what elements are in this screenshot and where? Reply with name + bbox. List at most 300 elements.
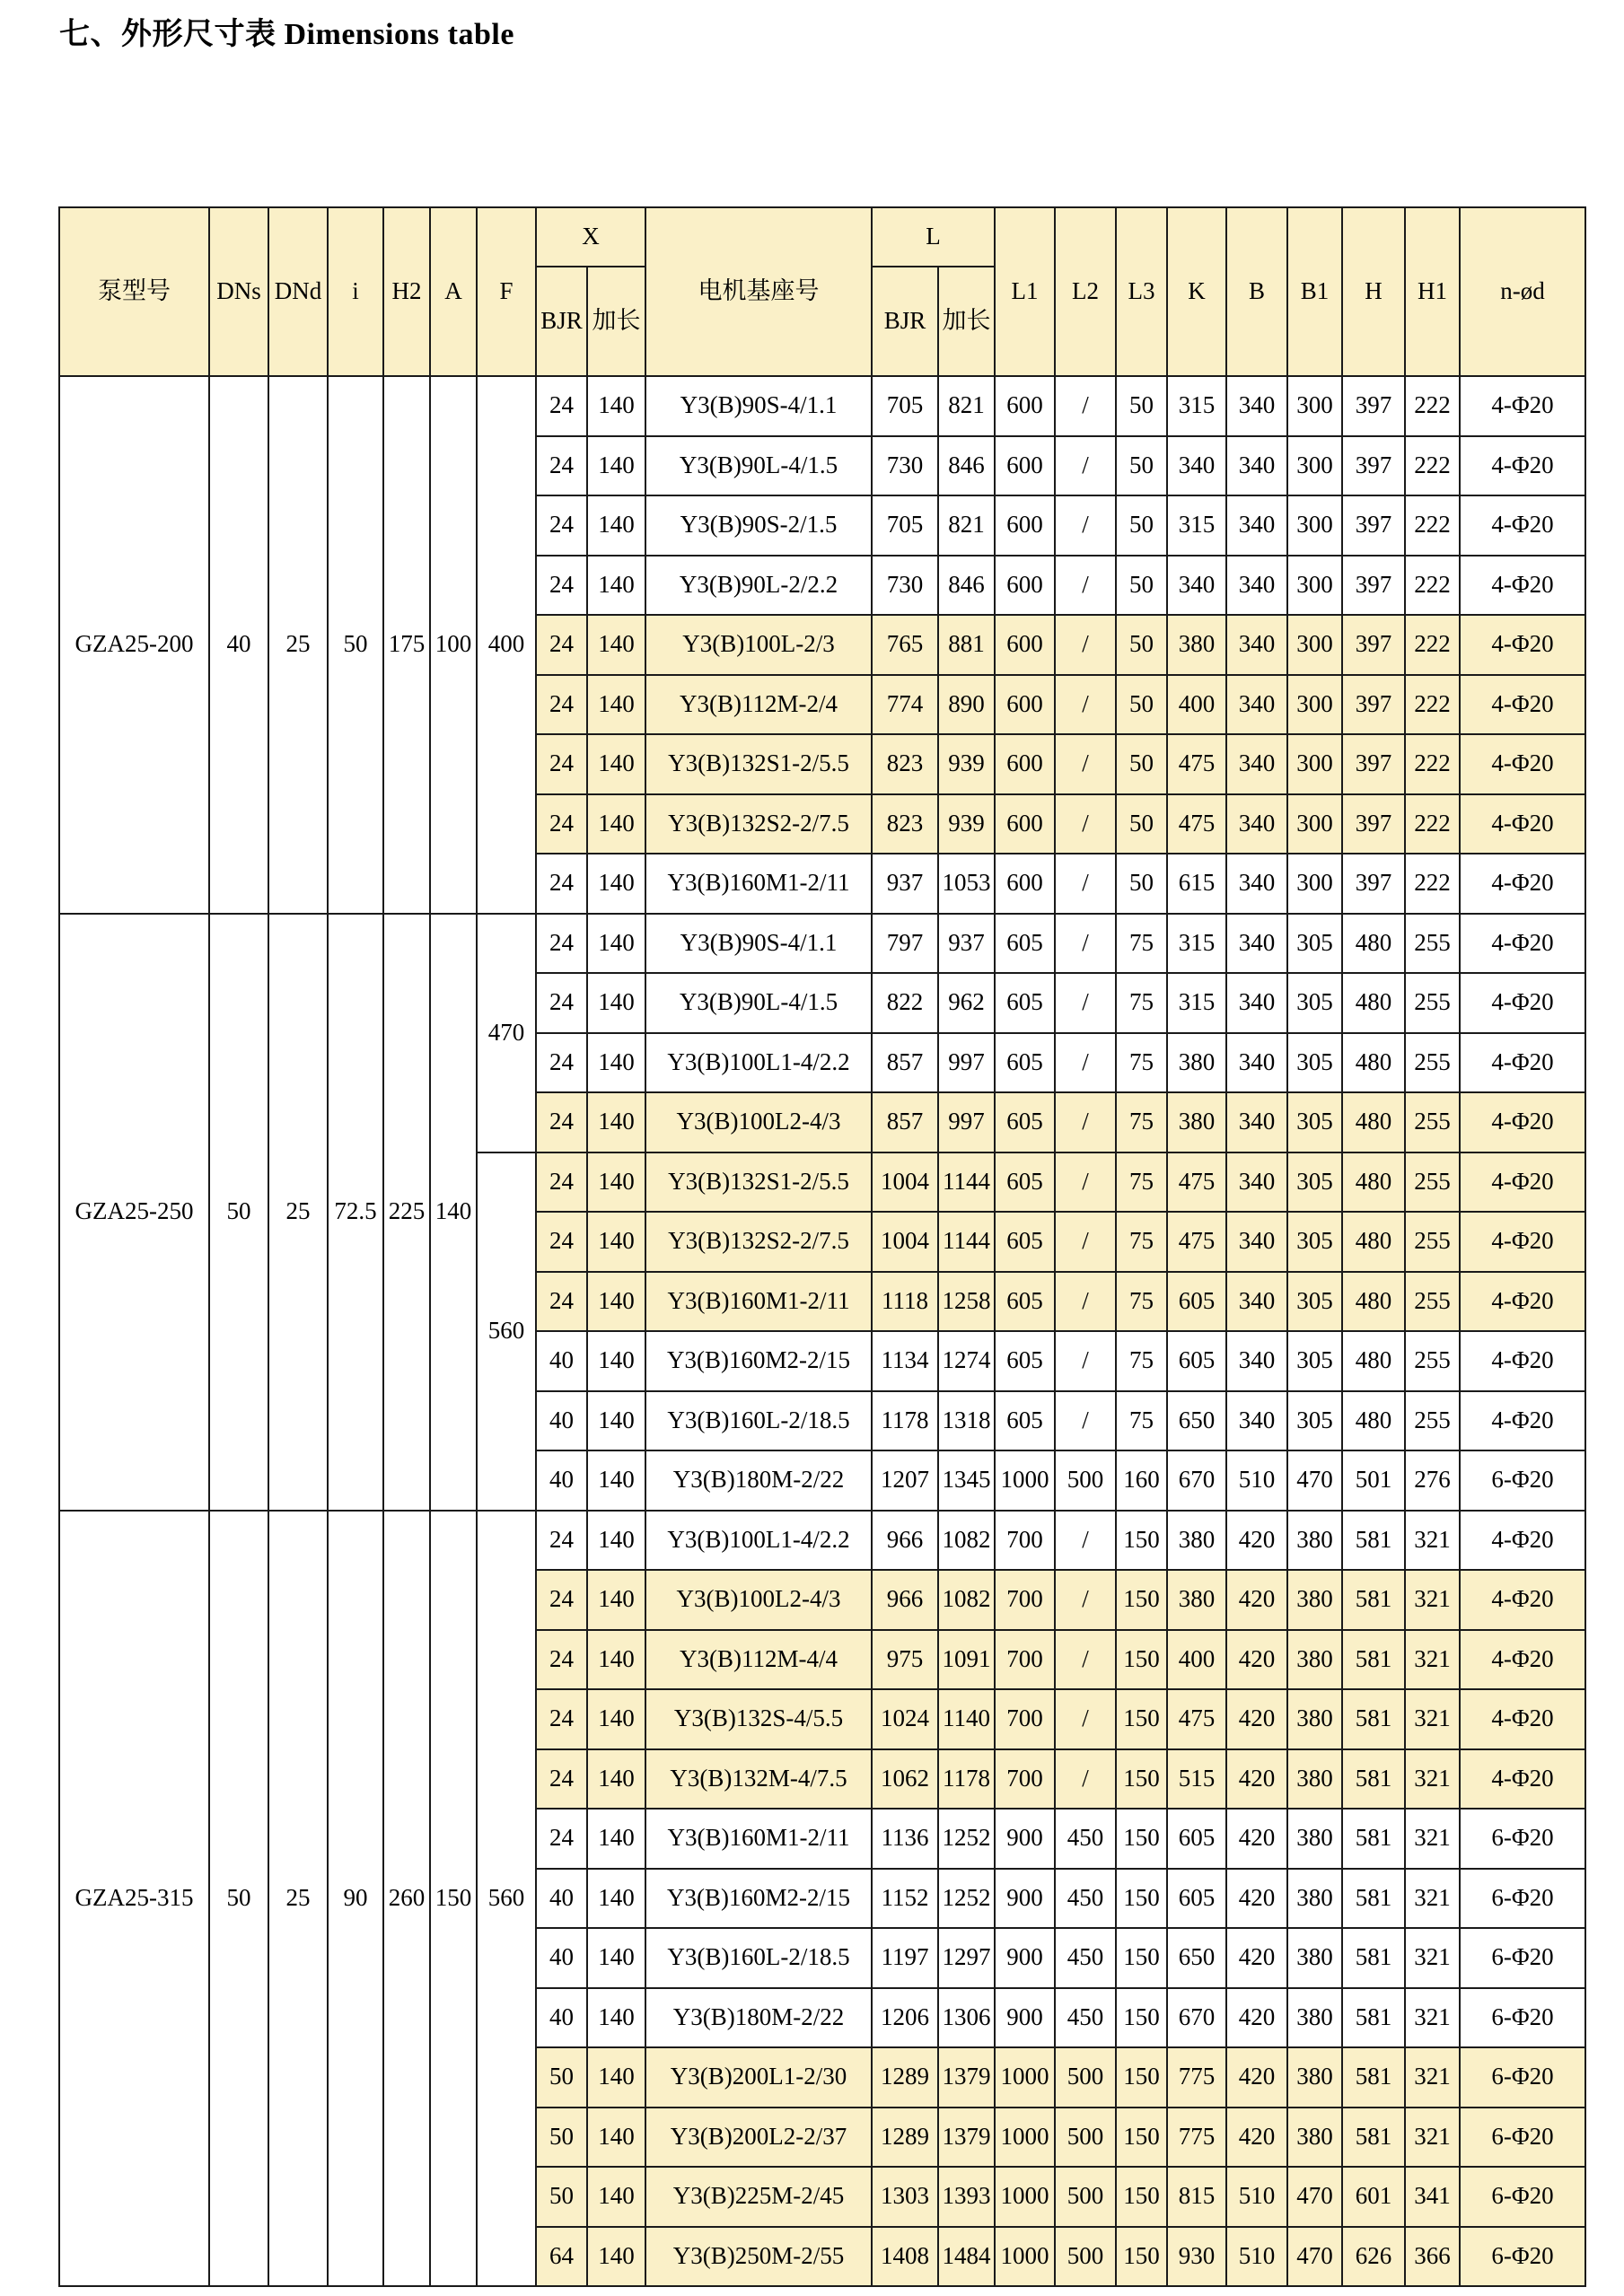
cell-h: 397 [1342,436,1405,496]
cell-l2: / [1055,1630,1116,1690]
cell-x-bjr: 40 [536,1450,587,1511]
cell-h: 480 [1342,914,1405,974]
cell-l1: 605 [995,1212,1055,1272]
cell-motor: Y3(B)132S1-2/5.5 [645,1152,872,1213]
cell-b1: 470 [1287,1450,1342,1511]
cell-motor: Y3(B)225M-2/45 [645,2167,872,2227]
cell-l-bjr: 705 [872,376,938,436]
cell-l1: 900 [995,1988,1055,2048]
cell-motor: Y3(B)90S-4/1.1 [645,914,872,974]
cell-l-ext: 1144 [938,1212,995,1272]
cell-l3: 75 [1116,914,1167,974]
cell-motor: Y3(B)180M-2/22 [645,1988,872,2048]
cell-b: 340 [1226,854,1287,914]
cell-b1: 305 [1287,1391,1342,1451]
cell-h1: 321 [1405,1689,1460,1749]
col-header-x-bjr: BJR [536,267,587,376]
cell-l-bjr: 1207 [872,1450,938,1511]
cell-nod: 6-Φ20 [1460,1988,1585,2048]
cell-l-ext: 1144 [938,1152,995,1213]
cell-l-bjr: 823 [872,794,938,854]
cell-dns: 50 [209,914,268,1511]
cell-l2: 500 [1055,2108,1116,2168]
cell-l3: 50 [1116,854,1167,914]
cell-k: 815 [1167,2167,1226,2227]
col-header-i: i [328,207,383,376]
col-header-nod: n-ød [1460,207,1585,376]
cell-b: 340 [1226,556,1287,616]
cell-l1: 605 [995,1272,1055,1332]
cell-nod: 4-Φ20 [1460,1689,1585,1749]
cell-nod: 4-Φ20 [1460,1331,1585,1391]
table-header [59,207,1585,376]
cell-l-bjr: 966 [872,1570,938,1630]
cell-h2: 225 [383,914,430,1511]
cell-x-ext: 140 [587,734,645,794]
cell-l2: / [1055,914,1116,974]
cell-l1: 600 [995,495,1055,556]
cell-h: 397 [1342,556,1405,616]
cell-l-bjr: 1152 [872,1869,938,1929]
dimensions-table-body [59,376,1585,2286]
cell-l-bjr: 975 [872,1630,938,1690]
cell-motor: Y3(B)200L1-2/30 [645,2047,872,2108]
cell-x-ext: 140 [587,914,645,974]
cell-l2: / [1055,794,1116,854]
cell-b: 420 [1226,1869,1287,1929]
cell-motor: Y3(B)90S-4/1.1 [645,376,872,436]
cell-x-ext: 140 [587,376,645,436]
cell-h1: 255 [1405,1272,1460,1332]
cell-x-ext: 140 [587,2227,645,2287]
cell-l-ext: 1178 [938,1749,995,1810]
cell-x-bjr: 24 [536,1212,587,1272]
cell-l2: 500 [1055,1450,1116,1511]
cell-nod: 4-Φ20 [1460,1570,1585,1630]
cell-a: 100 [430,376,477,914]
cell-l-ext: 1318 [938,1391,995,1451]
cell-l2: / [1055,1272,1116,1332]
cell-h: 397 [1342,854,1405,914]
cell-k: 650 [1167,1928,1226,1988]
cell-b1: 380 [1287,1630,1342,1690]
cell-k: 380 [1167,615,1226,675]
cell-l-ext: 1082 [938,1570,995,1630]
cell-x-bjr: 24 [536,1033,587,1093]
cell-f: 560 [477,1511,536,2287]
table-row [59,376,1585,436]
cell-l2: / [1055,376,1116,436]
cell-motor: Y3(B)100L2-4/3 [645,1092,872,1152]
cell-h1: 222 [1405,615,1460,675]
cell-l1: 600 [995,556,1055,616]
cell-x-ext: 140 [587,1092,645,1152]
cell-l-ext: 1306 [938,1988,995,2048]
cell-l1: 700 [995,1689,1055,1749]
cell-l2: / [1055,973,1116,1033]
cell-h: 581 [1342,1928,1405,1988]
cell-l-bjr: 1134 [872,1331,938,1391]
col-header-dnd: DNd [268,207,328,376]
cell-h: 581 [1342,1869,1405,1929]
cell-h: 480 [1342,1272,1405,1332]
col-header-motor-base: 电机基座号 [645,207,872,376]
cell-motor: Y3(B)160M1-2/11 [645,1272,872,1332]
cell-k: 380 [1167,1511,1226,1571]
cell-dnd: 25 [268,914,328,1511]
cell-b1: 305 [1287,1212,1342,1272]
cell-x-bjr: 24 [536,615,587,675]
cell-l-ext: 846 [938,436,995,496]
cell-l-ext: 881 [938,615,995,675]
cell-b1: 305 [1287,1152,1342,1213]
col-header-b1: B1 [1287,207,1342,376]
cell-nod: 4-Φ20 [1460,615,1585,675]
cell-l-bjr: 1118 [872,1272,938,1332]
cell-x-bjr: 24 [536,556,587,616]
cell-l1: 605 [995,1331,1055,1391]
cell-b: 340 [1226,734,1287,794]
cell-x-ext: 140 [587,675,645,735]
cell-dns: 50 [209,1511,268,2287]
cell-x-ext: 140 [587,1570,645,1630]
cell-l3: 50 [1116,436,1167,496]
cell-l3: 150 [1116,1689,1167,1749]
cell-h: 480 [1342,1391,1405,1451]
cell-b1: 305 [1287,1092,1342,1152]
cell-l3: 75 [1116,1033,1167,1093]
col-header-l1: L1 [995,207,1055,376]
cell-motor: Y3(B)100L2-4/3 [645,1570,872,1630]
cell-l2: 500 [1055,2167,1116,2227]
cell-nod: 4-Φ20 [1460,734,1585,794]
cell-h: 581 [1342,1511,1405,1571]
cell-nod: 4-Φ20 [1460,1033,1585,1093]
cell-b: 340 [1226,495,1287,556]
cell-l1: 605 [995,1092,1055,1152]
cell-nod: 4-Φ20 [1460,1092,1585,1152]
cell-nod: 4-Φ20 [1460,1212,1585,1272]
cell-motor: Y3(B)100L-2/3 [645,615,872,675]
cell-nod: 4-Φ20 [1460,1272,1585,1332]
cell-b: 510 [1226,2167,1287,2227]
cell-x-ext: 140 [587,1869,645,1929]
cell-x-ext: 140 [587,2108,645,2168]
cell-nod: 6-Φ20 [1460,2108,1585,2168]
cell-nod: 6-Φ20 [1460,1869,1585,1929]
col-header-b: B [1226,207,1287,376]
cell-b: 420 [1226,1928,1287,1988]
cell-motor: Y3(B)180M-2/22 [645,1450,872,1511]
cell-k: 670 [1167,1988,1226,2048]
cell-x-bjr: 24 [536,1152,587,1213]
cell-nod: 4-Φ20 [1460,1391,1585,1451]
cell-h1: 321 [1405,1749,1460,1810]
cell-dns: 40 [209,376,268,914]
cell-x-ext: 140 [587,615,645,675]
cell-h: 501 [1342,1450,1405,1511]
col-header-x-extended: 加长 [587,267,645,376]
cell-k: 475 [1167,1152,1226,1213]
cell-nod: 6-Φ20 [1460,1450,1585,1511]
cell-x-bjr: 24 [536,495,587,556]
cell-l1: 600 [995,734,1055,794]
cell-x-ext: 140 [587,1272,645,1332]
cell-h1: 222 [1405,675,1460,735]
cell-l3: 75 [1116,1152,1167,1213]
cell-h1: 222 [1405,854,1460,914]
cell-l1: 900 [995,1809,1055,1869]
cell-l1: 605 [995,1152,1055,1213]
cell-nod: 6-Φ20 [1460,2227,1585,2287]
cell-motor: Y3(B)100L1-4/2.2 [645,1511,872,1571]
cell-b: 340 [1226,1212,1287,1272]
col-header-l-extended: 加长 [938,267,995,376]
cell-l1: 605 [995,1033,1055,1093]
cell-l3: 50 [1116,675,1167,735]
cell-h1: 255 [1405,1391,1460,1451]
cell-b1: 300 [1287,734,1342,794]
cell-l-ext: 890 [938,675,995,735]
cell-h: 581 [1342,1988,1405,2048]
cell-l-ext: 821 [938,376,995,436]
cell-l1: 605 [995,1391,1055,1451]
cell-h1: 321 [1405,1809,1460,1869]
col-header-l2: L2 [1055,207,1116,376]
cell-k: 605 [1167,1331,1226,1391]
cell-k: 605 [1167,1272,1226,1332]
cell-l-ext: 1091 [938,1630,995,1690]
cell-b: 510 [1226,1450,1287,1511]
cell-f: 470 [477,914,536,1152]
cell-h1: 341 [1405,2167,1460,2227]
cell-h: 581 [1342,1570,1405,1630]
cell-l2: / [1055,1511,1116,1571]
page-title: 七、外形尺寸表 Dimensions table [59,18,514,51]
cell-x-ext: 140 [587,1152,645,1213]
cell-nod: 4-Φ20 [1460,1630,1585,1690]
cell-h: 480 [1342,1092,1405,1152]
cell-l-ext: 962 [938,973,995,1033]
col-header-l3: L3 [1116,207,1167,376]
cell-h: 581 [1342,2047,1405,2108]
cell-nod: 4-Φ20 [1460,914,1585,974]
cell-h: 581 [1342,1809,1405,1869]
cell-l2: 450 [1055,1869,1116,1929]
cell-motor: Y3(B)160M1-2/11 [645,1809,872,1869]
cell-h: 397 [1342,794,1405,854]
cell-x-bjr: 24 [536,1630,587,1690]
cell-l-bjr: 1178 [872,1391,938,1451]
cell-k: 400 [1167,1630,1226,1690]
cell-l2: / [1055,1689,1116,1749]
cell-l-ext: 1082 [938,1511,995,1571]
cell-motor: Y3(B)160M2-2/15 [645,1869,872,1929]
cell-x-ext: 140 [587,1749,645,1810]
cell-b: 340 [1226,1391,1287,1451]
cell-b: 420 [1226,2047,1287,2108]
cell-l-bjr: 1004 [872,1152,938,1213]
cell-b: 340 [1226,914,1287,974]
cell-l-ext: 1252 [938,1869,995,1929]
cell-h2: 260 [383,1511,430,2287]
cell-x-bjr: 40 [536,1988,587,2048]
col-header-h2: H2 [383,207,430,376]
table-row [59,1511,1585,1571]
cell-l-bjr: 823 [872,734,938,794]
cell-nod: 4-Φ20 [1460,675,1585,735]
cell-k: 775 [1167,2108,1226,2168]
cell-k: 605 [1167,1809,1226,1869]
cell-l-ext: 1484 [938,2227,995,2287]
cell-h1: 321 [1405,2047,1460,2108]
cell-l1: 605 [995,914,1055,974]
cell-nod: 4-Φ20 [1460,1511,1585,1571]
cell-b: 420 [1226,1689,1287,1749]
cell-l-ext: 1252 [938,1809,995,1869]
cell-b1: 305 [1287,1033,1342,1093]
cell-i: 72.5 [328,914,383,1511]
cell-x-bjr: 24 [536,794,587,854]
cell-motor: Y3(B)160M2-2/15 [645,1331,872,1391]
cell-k: 315 [1167,495,1226,556]
cell-l2: 500 [1055,2227,1116,2287]
cell-x-bjr: 24 [536,1272,587,1332]
cell-x-bjr: 24 [536,1809,587,1869]
cell-l2: / [1055,675,1116,735]
cell-x-ext: 140 [587,794,645,854]
cell-l1: 600 [995,615,1055,675]
cell-b1: 380 [1287,1749,1342,1810]
cell-l-bjr: 1303 [872,2167,938,2227]
cell-l-bjr: 1004 [872,1212,938,1272]
cell-nod: 4-Φ20 [1460,854,1585,914]
cell-h: 397 [1342,615,1405,675]
cell-b1: 300 [1287,376,1342,436]
cell-l3: 75 [1116,973,1167,1033]
cell-x-ext: 140 [587,1391,645,1451]
cell-b1: 470 [1287,2227,1342,2287]
cell-b: 420 [1226,1988,1287,2048]
cell-motor: Y3(B)112M-4/4 [645,1630,872,1690]
cell-l-ext: 1053 [938,854,995,914]
cell-k: 930 [1167,2227,1226,2287]
cell-l-bjr: 765 [872,615,938,675]
col-header-a: A [430,207,477,376]
cell-h1: 321 [1405,1570,1460,1630]
cell-x-ext: 140 [587,436,645,496]
cell-h1: 222 [1405,436,1460,496]
cell-l-ext: 1258 [938,1272,995,1332]
cell-motor: Y3(B)112M-2/4 [645,675,872,735]
cell-motor: Y3(B)132M-4/7.5 [645,1749,872,1810]
cell-x-bjr: 50 [536,2047,587,2108]
cell-l1: 1000 [995,2108,1055,2168]
cell-l-bjr: 966 [872,1511,938,1571]
cell-b1: 380 [1287,2108,1342,2168]
cell-l3: 150 [1116,1630,1167,1690]
cell-b: 420 [1226,1511,1287,1571]
cell-motor: Y3(B)90S-2/1.5 [645,495,872,556]
cell-h1: 255 [1405,1092,1460,1152]
col-header-h1: H1 [1405,207,1460,376]
cell-l-bjr: 1206 [872,1988,938,2048]
cell-l-bjr: 857 [872,1092,938,1152]
cell-h: 601 [1342,2167,1405,2227]
col-header-pump-model: 泵型号 [59,207,209,376]
cell-dnd: 25 [268,1511,328,2287]
cell-x-ext: 140 [587,1033,645,1093]
cell-l3: 150 [1116,1749,1167,1810]
cell-x-ext: 140 [587,1450,645,1511]
cell-h1: 276 [1405,1450,1460,1511]
cell-l-bjr: 1197 [872,1928,938,1988]
cell-l-ext: 997 [938,1033,995,1093]
cell-h1: 255 [1405,1152,1460,1213]
cell-b: 340 [1226,1092,1287,1152]
cell-b1: 300 [1287,495,1342,556]
cell-l-ext: 939 [938,734,995,794]
cell-x-bjr: 40 [536,1391,587,1451]
col-header-k: K [1167,207,1226,376]
cell-h1: 222 [1405,376,1460,436]
cell-x-ext: 140 [587,2047,645,2108]
cell-l2: 450 [1055,1928,1116,1988]
cell-motor: Y3(B)160L-2/18.5 [645,1391,872,1451]
cell-b1: 305 [1287,973,1342,1033]
cell-l2: / [1055,1331,1116,1391]
cell-motor: Y3(B)132S1-2/5.5 [645,734,872,794]
cell-b1: 380 [1287,1570,1342,1630]
cell-b1: 380 [1287,1511,1342,1571]
cell-l1: 700 [995,1570,1055,1630]
cell-l3: 50 [1116,556,1167,616]
cell-h1: 255 [1405,1331,1460,1391]
cell-h1: 255 [1405,973,1460,1033]
cell-x-ext: 140 [587,1988,645,2048]
cell-l3: 150 [1116,1988,1167,2048]
cell-l-ext: 821 [938,495,995,556]
cell-h1: 321 [1405,1869,1460,1929]
cell-k: 615 [1167,854,1226,914]
cell-motor: Y3(B)160L-2/18.5 [645,1928,872,1988]
cell-l3: 75 [1116,1092,1167,1152]
cell-motor: Y3(B)90L-4/1.5 [645,436,872,496]
cell-x-bjr: 24 [536,973,587,1033]
cell-l-bjr: 937 [872,854,938,914]
cell-motor: Y3(B)100L1-4/2.2 [645,1033,872,1093]
cell-b: 340 [1226,376,1287,436]
cell-k: 380 [1167,1570,1226,1630]
cell-l1: 700 [995,1630,1055,1690]
cell-l-ext: 997 [938,1092,995,1152]
cell-l2: / [1055,1570,1116,1630]
cell-l1: 700 [995,1511,1055,1571]
cell-x-bjr: 40 [536,1869,587,1929]
cell-nod: 6-Φ20 [1460,1809,1585,1869]
cell-nod: 4-Φ20 [1460,1749,1585,1810]
cell-l3: 75 [1116,1272,1167,1332]
cell-l2: / [1055,1391,1116,1451]
cell-l2: / [1055,495,1116,556]
cell-l-ext: 1379 [938,2108,995,2168]
cell-l-ext: 1274 [938,1331,995,1391]
cell-x-bjr: 24 [536,436,587,496]
cell-l-ext: 1297 [938,1928,995,1988]
cell-h: 581 [1342,1630,1405,1690]
cell-f: 400 [477,376,536,914]
cell-l1: 600 [995,794,1055,854]
